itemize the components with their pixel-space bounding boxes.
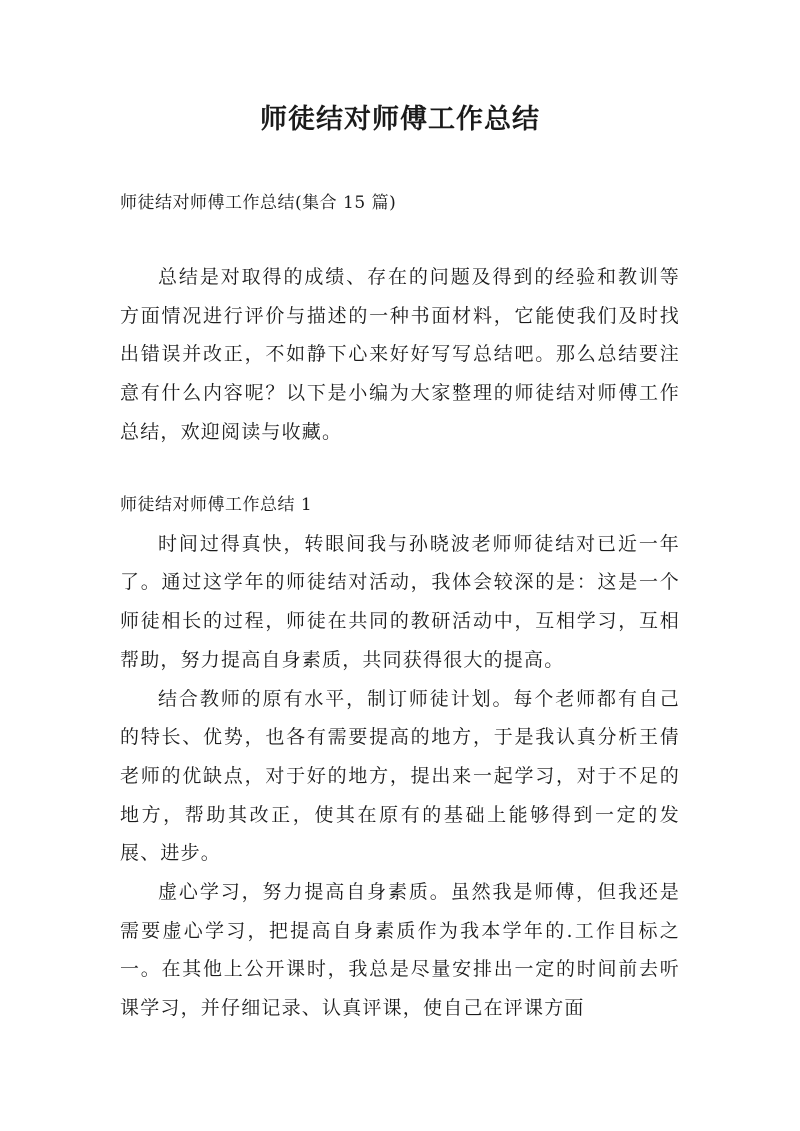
section-paragraph: 结合教师的原有水平，制订师徒计划。每个老师都有自己的特长、优势，也各有需要提高的地方，于是我认真分析王倩老师的优缺点，对于好的地方，提出来一起学习，对于不足的地方，帮助其改正，使其在原有的基础上能够得到一定的发展、进步。 (120, 687, 680, 865)
section-1 (120, 486, 680, 1028)
intro-block (120, 258, 680, 452)
section-paragraph: 虚心学习，努力提高自身素质。虽然我是师傅，但我还是需要虚心学习，把提高自身素质作为我本学年的.工作目标之一。在其他上公开课时，我总是尽量安排出一定的时间前去听课学习，并仔细记录、认真评课，使自己在评课方面 (120, 881, 680, 1020)
document-title: 师徒结对师傅工作总结 (260, 104, 540, 135)
section-heading: 师徒结对师傅工作总结 1 (120, 495, 313, 515)
intro-paragraph: 总结是对取得的成绩、存在的问题及得到的经验和教训等方面情况进行评价与描述的一种书面材料，它能使我们及时找出错误并改正，不如静下心来好好写写总结吧。那么总结要注意有什么内容呢？以下是小编为大家整理的师徒结对师傅工作总结，欢迎阅读与收藏。 (120, 266, 680, 443)
section-paragraph: 时间过得真快，转眼间我与孙晓波老师师徒结对已近一年了。通过这学年的师徒结对活动，我体会较深的是：这是一个师徒相长的过程，师徒在共同的教研活动中，互相学习，互相帮助，努力提高自身素质，共同获得很大的提高。 (120, 532, 680, 671)
document-subtitle: 师徒结对师傅工作总结(集合 15 篇) (120, 193, 397, 213)
